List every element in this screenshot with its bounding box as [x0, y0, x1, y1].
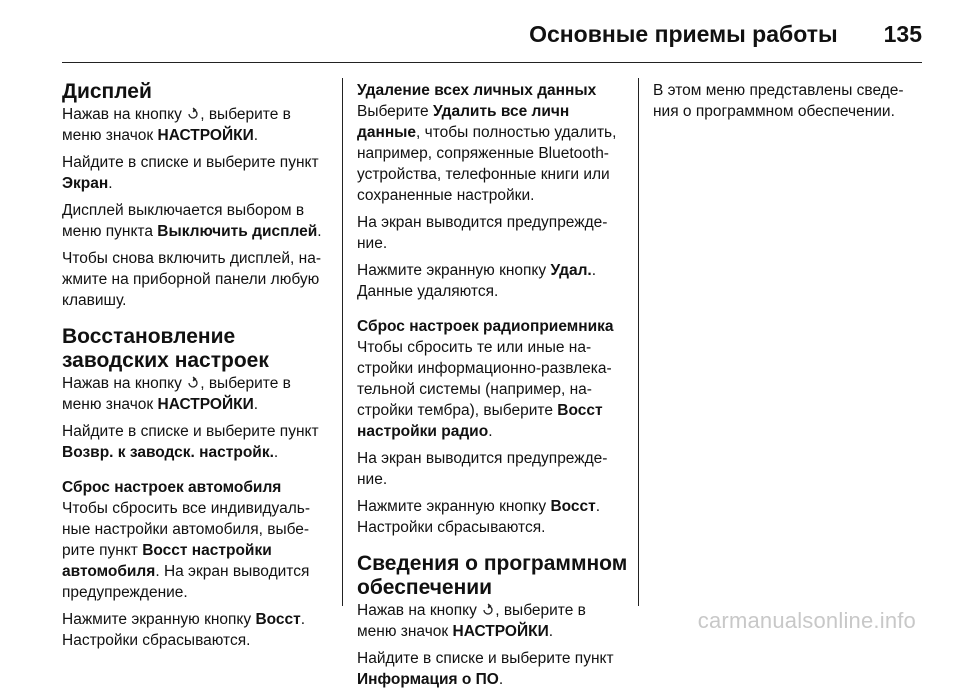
column-3 [653, 80, 925, 128]
paragraph: Нажав на кнопку , выберите в меню значок НАСТРОЙКИ. [62, 375, 291, 413]
header-divider [62, 62, 922, 63]
subsection-heading-vehicle: Сброс настроек автомобиля [62, 479, 282, 496]
home-icon [481, 603, 495, 617]
page-header [62, 14, 922, 54]
column-divider-2 [638, 78, 639, 606]
paragraph: Дисплей выключается выбором в меню пункта Выключить дисплей. [62, 202, 322, 240]
watermark: carmanualsonline.info [697, 608, 916, 633]
paragraph: Найдите в списке и выберите пункт Экран. [62, 154, 319, 192]
paragraph: В этом меню представлены сведе-ния о программном обеспечении. [653, 82, 904, 120]
paragraph: Чтобы снова включить дисплей, на-жмите на приборной панели любую клавишу. [62, 250, 321, 309]
column-2 [357, 80, 629, 696]
paragraph: Чтобы сбросить те или иные на-стройки информационно-развлека-тельной системы (например, на-стройки тембра), выберите Восст настройки радио. [357, 339, 612, 440]
home-icon [186, 107, 200, 121]
paragraph: Выберите Удалить все личн данные, чтобы полностью удалить, например, сопряженные Bluetooth-устройства, телефонные книги или сохраненные настройки. [357, 103, 617, 204]
home-icon [186, 376, 200, 390]
paragraph: Нажав на кнопку , выберите в меню значок НАСТРОЙКИ. [62, 106, 291, 144]
paragraph: Нажмите экранную кнопку Удал.. Данные удаляются. [357, 262, 597, 300]
subsection-heading-delete: Удаление всех личных данных [357, 82, 597, 99]
paragraph: Найдите в списке и выберите пункт Возвр. к заводск. настройк.. [62, 423, 319, 461]
paragraph: Чтобы сбросить все индивидуаль-ные настройки автомобиля, выбе-рите пункт Восст настройки автомобиля. На экран выводится предупреждение. [62, 500, 311, 601]
section-heading-display: Дисплей [62, 80, 152, 103]
paragraph: Найдите в списке и выберите пункт Информация о ПО. [357, 650, 614, 688]
paragraph: На экран выводится предупрежде-ние. [357, 214, 608, 252]
column-divider-1 [342, 78, 343, 606]
page-title: Основные приемы работы [529, 20, 838, 47]
paragraph: Нажмите экранную кнопку Восст. Настройки сбрасываются. [357, 498, 601, 536]
section-heading-software: Сведения о программном обеспечении [357, 552, 628, 599]
subsection-heading-radio: Сброс настроек радиоприемника [357, 318, 614, 335]
paragraph: Нажмите экранную кнопку Восст. Настройки сбрасываются. [62, 611, 306, 649]
section-heading-restore: Восстановление заводских настроек [62, 325, 269, 372]
paragraph: На экран выводится предупрежде-ние. [357, 450, 608, 488]
paragraph: Нажав на кнопку , выберите в меню значок НАСТРОЙКИ. [357, 602, 586, 640]
column-1 [62, 80, 334, 657]
page-number: 135 [883, 20, 922, 47]
